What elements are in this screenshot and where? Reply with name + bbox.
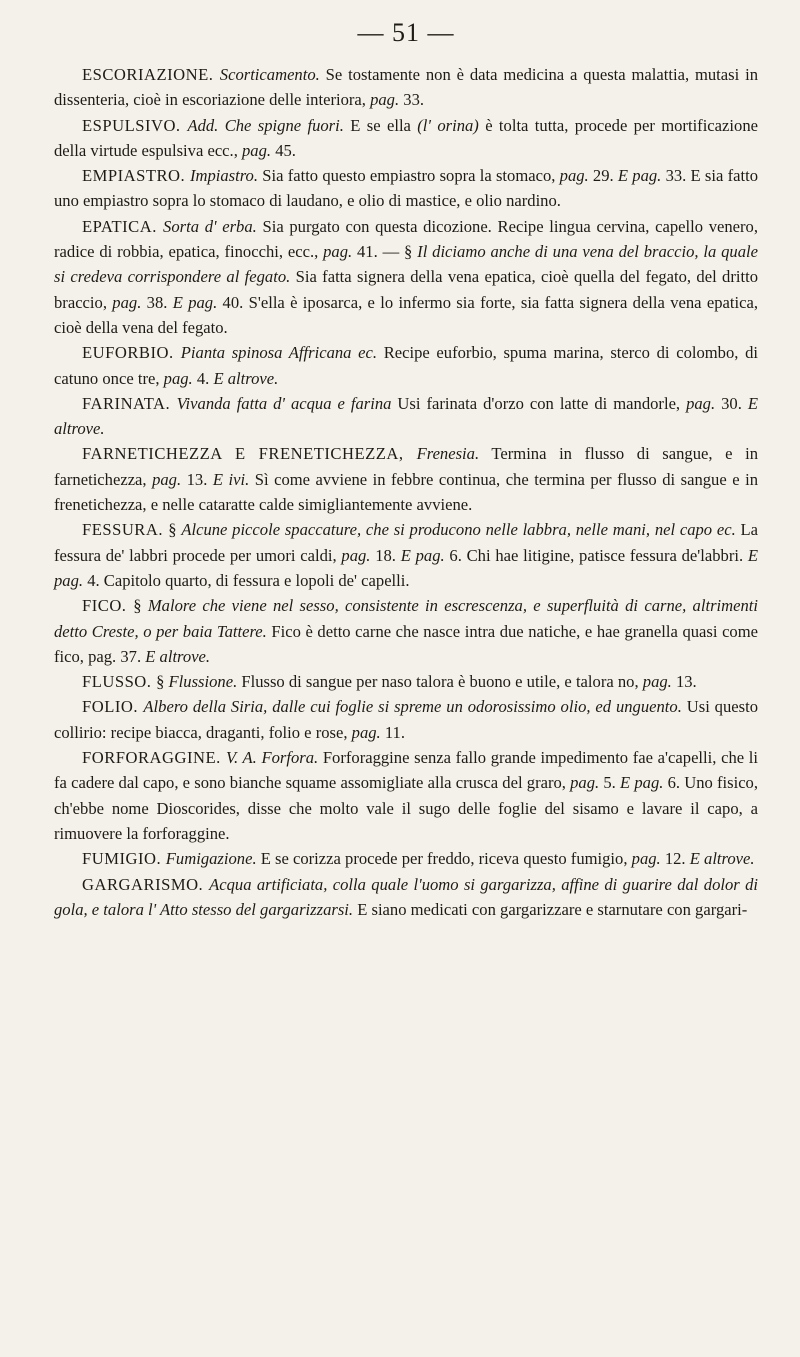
dictionary-entry bbox=[54, 163, 758, 214]
entry-text: 4. bbox=[192, 368, 214, 388]
entry-italic-text: pag. bbox=[351, 722, 381, 742]
entry-italic-text: E altrove. bbox=[213, 368, 279, 388]
dictionary-entry bbox=[54, 694, 758, 745]
entry-italic-text: E altrove. bbox=[145, 646, 211, 666]
entry-text: 29. bbox=[588, 166, 618, 186]
entry-text: Fico è detto carne che nasce intra due natiche, e hae granella quasi come fico, pag. 37. bbox=[54, 621, 759, 666]
entry-text: 4. Capitolo quarto, di fessura e lopoli de' capelli. bbox=[83, 570, 410, 590]
entry-text: E siano medicati con gargarizzare e starnutare con gargari- bbox=[353, 899, 748, 919]
entry-text: 5. bbox=[599, 773, 621, 793]
entry-italic-text: E pag. bbox=[172, 292, 218, 312]
dictionary-entry bbox=[54, 669, 758, 694]
dictionary-entry bbox=[54, 113, 758, 164]
entry-italic-text: V. A. Forfora. bbox=[225, 748, 319, 768]
dictionary-entry bbox=[54, 391, 758, 442]
entry-headword: FARNETICHEZZA E FRENETICHEZZA, bbox=[82, 444, 417, 464]
entry-headword: FLUSSO. bbox=[82, 672, 157, 692]
entry-text: Termina in flusso di sangue, e in farnetichezza, bbox=[54, 444, 758, 489]
entry-text: Sia fatto questo empiastro sopra la stomaco, bbox=[258, 166, 560, 186]
dictionary-entry bbox=[54, 340, 758, 391]
entry-text: è tolta tutta, procede per mortificazione della virtude espulsiva ecc., bbox=[54, 115, 758, 160]
entry-text: 33. E sia fatto uno empiastro sopra lo stomaco di laudano, e olio di mastice, e olio nardino. bbox=[54, 166, 758, 211]
entry-text: Flusso di sangue per naso talora è buono e utile, e talora no, bbox=[237, 672, 643, 692]
entry-italic-text: pag. bbox=[152, 469, 182, 489]
entry-italic-text: pag. bbox=[686, 393, 716, 413]
entry-headword: FICO. bbox=[82, 596, 134, 616]
entry-text: 18. bbox=[370, 545, 401, 565]
entry-italic-text: Pianta spinosa Affricana ec. bbox=[180, 343, 378, 363]
entry-italic-text: Frenesia. bbox=[416, 444, 480, 464]
dictionary-entry bbox=[54, 745, 758, 846]
entry-italic-text: Scorticamento. bbox=[219, 65, 320, 84]
entry-text: 6. Chi hae litigine, patisce fessura de'labbri. bbox=[444, 545, 748, 565]
dictionary-entry bbox=[54, 441, 758, 517]
entry-italic-text: E ivi. bbox=[212, 469, 250, 489]
entry-text: Sia fatta signera della vena epatica, cioè quella del fegato, del dritto braccio, bbox=[54, 267, 758, 312]
dictionary-entry bbox=[54, 62, 758, 113]
entry-text: Sì come avviene in febbre continua, che termina per flusso di sangue e in frenetichezza, e nelle cataratte calde simigliantemente avviene. bbox=[54, 469, 758, 515]
entry-italic-text: E pag. bbox=[400, 545, 445, 565]
entry-text: 12. bbox=[660, 849, 690, 869]
entry-italic-text: Flussione. bbox=[168, 672, 238, 692]
entry-text: E se corizza procede per freddo, riceva questo fumigio, bbox=[256, 849, 632, 869]
entry-text: 38. bbox=[141, 292, 173, 312]
entry-text: 30. bbox=[715, 393, 748, 413]
entry-text: 40. S'ella è iposarca, e lo infermo sia forte, sia fatta signera della vena epatica, cioè della vena del fegato. bbox=[54, 292, 758, 337]
entry-italic-text: Fumigazione. bbox=[165, 849, 257, 869]
entry-italic-text: pag. bbox=[242, 140, 272, 160]
entry-text: 6. Uno fisico, ch'ebbe nome Dioscorides, disse che molto vale il sugo delle foglie del sisamo e lavare il capo, a rimuovere la forforaggine. bbox=[54, 773, 759, 843]
entry-headword: FESSURA. bbox=[82, 520, 169, 540]
entry-italic-text: E pag. bbox=[620, 773, 664, 793]
entry-headword: GARGARISMO. bbox=[82, 874, 210, 894]
entry-headword: ESCORIAZIONE. bbox=[82, 65, 220, 84]
page-number: — 51 — bbox=[357, 18, 455, 47]
entry-italic-text: pag. bbox=[370, 90, 400, 110]
entry-headword: EUFORBIO. bbox=[82, 343, 181, 363]
entry-italic-text: pag. bbox=[323, 242, 353, 262]
entry-text: 45. bbox=[271, 140, 296, 160]
entry-italic-text: pag. bbox=[642, 672, 672, 692]
dictionary-entry bbox=[54, 517, 758, 593]
entry-italic-text: (l' orina) bbox=[417, 115, 479, 135]
entry-text: 11. bbox=[380, 722, 405, 742]
entry-headword: ESPULSIVO. bbox=[82, 115, 188, 135]
entry-italic-text: Malore che viene nel sesso, consistente in escrescenza, e superfluità di carne, altrimenti detto Creste, o per baia Tattere. bbox=[54, 596, 759, 641]
entry-headword: FARINATA. bbox=[82, 393, 177, 413]
entry-text: Sia purgato con questa dicozione. Recipe lingua cervina, capello venero, radice di robbia, epatica, finocchi, ecc., bbox=[54, 216, 758, 262]
entry-italic-text: pag. bbox=[570, 773, 600, 793]
entry-text: 13. bbox=[671, 672, 697, 692]
entry-text: § bbox=[133, 596, 148, 616]
entry-italic-text: Impiastro. bbox=[189, 166, 259, 186]
entry-text: § bbox=[156, 672, 169, 692]
dictionary-entry bbox=[54, 872, 758, 923]
entry-italic-text: Albero della Siria, dalle cui foglie si spreme un odorosissimo olio, ed unguento. bbox=[143, 697, 682, 717]
entry-italic-text: Acqua artificiata, colla quale l'uomo si gargarizza, affine di guarire dal dolor di gola, e talora l' Atto stesso del gargarizzarsi. bbox=[54, 874, 759, 919]
entry-text: Recipe euforbio, spuma marina, sterco di colombo, di catuno once tre, bbox=[54, 343, 758, 388]
entry-italic-text: Sorta d' erba. bbox=[163, 216, 257, 236]
dictionary-entry bbox=[54, 214, 758, 340]
entry-italic-text: E altrove. bbox=[689, 849, 755, 869]
entry-text: La fessura de' labbri procede per umori caldi, bbox=[54, 520, 759, 565]
entry-italic-text: pag. bbox=[559, 166, 589, 186]
entry-text: Forforaggine senza fallo grande impedimento fae a'capelli, che li fa cadere dal capo, e sono bianche squame assomigliate alla crusca del graro, bbox=[54, 748, 758, 793]
entry-text: 41. — § bbox=[352, 242, 418, 262]
entry-headword: EMPIASTRO. bbox=[82, 166, 190, 186]
entry-text: Usi questo collirio: recipe biacca, draganti, folio e rose, bbox=[54, 697, 759, 742]
entry-italic-text: pag. bbox=[631, 849, 661, 869]
entry-italic-text: Add. Che spigne fuori. bbox=[187, 115, 344, 135]
entry-italic-text: Alcune piccole spaccature, che si producono nelle labbra, nelle mani, nel capo ec. bbox=[181, 520, 736, 540]
entry-headword: FOLIO. bbox=[82, 697, 144, 717]
entry-italic-text: E pag. bbox=[54, 545, 759, 590]
entry-headword: EPATICA. bbox=[82, 216, 164, 236]
entry-list bbox=[54, 62, 758, 922]
entry-text: E se ella bbox=[343, 115, 418, 135]
entry-text: § bbox=[168, 520, 182, 540]
entry-italic-text: pag. bbox=[112, 292, 142, 312]
entry-text: Se tostamente non è data medicina a questa malattia, mutasi in dissenteria, cioè in escoriazione delle interiora, bbox=[54, 65, 758, 110]
entry-italic-text: E pag. bbox=[617, 166, 662, 186]
entry-italic-text: Il diciamo anche di una vena del braccio, la quale si credeva corrispondere al fegato. bbox=[54, 242, 759, 287]
entry-italic-text: pag. bbox=[163, 368, 193, 388]
entry-italic-text: E altrove. bbox=[54, 393, 758, 439]
entry-text: Usi farinata d'orzo con latte di mandorle, bbox=[391, 393, 687, 413]
entry-headword: FORFORAGGINE. bbox=[82, 748, 226, 768]
entry-italic-text: pag. bbox=[341, 545, 371, 565]
dictionary-entry bbox=[54, 593, 758, 669]
dictionary-entry bbox=[54, 846, 758, 871]
entry-italic-text: Vivanda fatta d' acqua e farina bbox=[176, 393, 392, 413]
entry-headword: FUMIGIO. bbox=[82, 849, 166, 869]
entry-text: 33. bbox=[399, 90, 425, 110]
entry-text: 13. bbox=[181, 469, 213, 489]
